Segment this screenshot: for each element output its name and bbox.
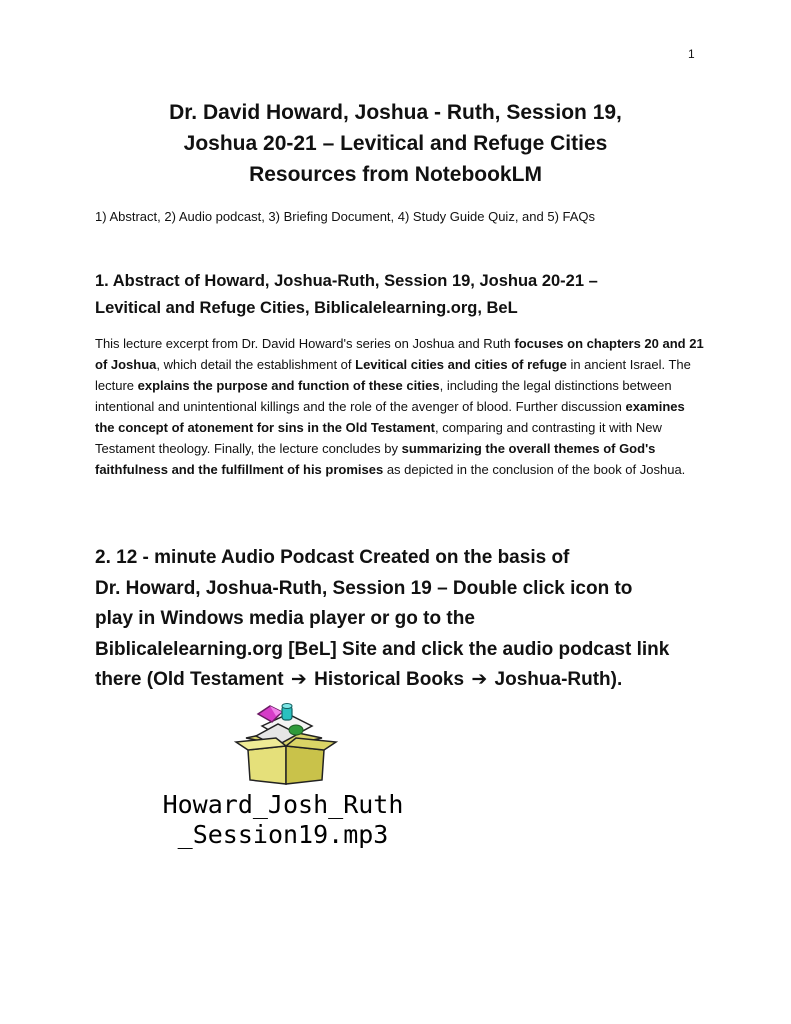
package-icon[interactable] (226, 700, 348, 786)
abstract-emphasis: Levitical cities and cities of refuge (355, 357, 567, 372)
podcast-heading-line-3: play in Windows media player or go to the (95, 608, 475, 629)
abstract-text: , comparing and contrasting it with New Testament theology. Finally, the lecture concludes by (95, 420, 662, 456)
podcast-heading-line-2: Dr. Howard, Joshua-Ruth, Session 19 – Double click icon to (95, 577, 633, 599)
nav-path-joshua-ruth: Joshua-Ruth). (494, 669, 623, 690)
document-title (90, 97, 701, 190)
file-label-line-2: _Session19.mp3 (177, 820, 389, 849)
abstract-heading (95, 268, 598, 322)
title-line-1: Dr. David Howard, Joshua - Ruth, Session 19, (169, 101, 622, 124)
abstract-emphasis: explains the purpose and function of these cities (137, 378, 440, 393)
file-label-line-1: Howard_Josh_Ruth (162, 790, 404, 819)
podcast-heading (95, 543, 669, 696)
abstract-heading-line-2: Levitical and Refuge Cities, Biblicalelearning.org, BeL (95, 299, 518, 317)
podcast-heading-line-1: 2. 12 - minute Audio Podcast Created on the basis of (95, 547, 570, 568)
abstract-paragraph (95, 333, 705, 480)
podcast-heading-line-5 (95, 665, 669, 696)
abstract-text: as depicted in the conclusion of the book of Joshua. (383, 462, 686, 477)
abstract-text: This lecture excerpt from Dr. David Howard's series on Joshua and Ruth (95, 336, 515, 351)
title-line-3: Resources from NotebookLM (249, 163, 542, 186)
abstract-text: in ancient Israel. The lecture (95, 357, 691, 393)
audio-file-label[interactable] (97, 790, 469, 850)
nav-path-old-testament: there (Old Testament (95, 669, 284, 690)
abstract-emphasis: summarizing the overall themes of God's faithfulness and the fulfillment of his promises (95, 441, 656, 477)
abstract-heading-line-1: 1. Abstract of Howard, Joshua-Ruth, Session 19, Joshua 20-21 – (95, 272, 598, 290)
abstract-text: , which detail the establishment of (156, 357, 356, 372)
abstract-emphasis: examines the concept of atonement for sins in the Old Testament (95, 399, 685, 435)
title-line-2: Joshua 20-21 – Levitical and Refuge Cities (183, 132, 608, 155)
arrow-right-icon: ➔ (471, 669, 488, 690)
page-number: 1 (688, 47, 695, 61)
abstract-text: , including the legal distinctions between intentional and unintentional killings and the role of the avenger of blood. Further discussion (95, 378, 672, 414)
arrow-right-icon: ➔ (290, 669, 307, 690)
contents-line: 1) Abstract, 2) Audio podcast, 3) Briefing Document, 4) Study Guide Quiz, and 5) FAQs (95, 209, 596, 224)
podcast-heading-line-4: Biblicalelearning.org [BeL] Site and click the audio podcast link (95, 638, 670, 660)
nav-path-historical-books: Historical Books (314, 669, 465, 690)
abstract-emphasis: focuses on chapters 20 and 21 of Joshua (95, 336, 704, 372)
